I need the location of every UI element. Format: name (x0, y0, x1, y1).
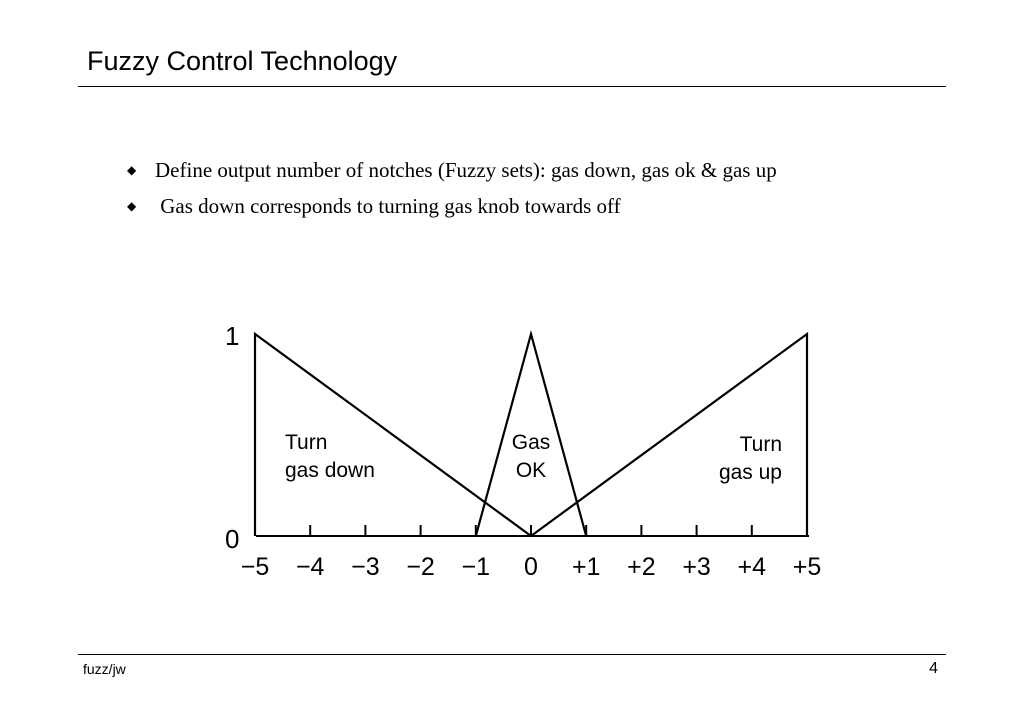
x-tick-label: +1 (571, 553, 601, 581)
set-label-gas-up-line2: gas up (718, 461, 782, 484)
set-label-gas-up-line1: Turn (739, 433, 782, 456)
footer-divider (78, 654, 946, 655)
diamond-bullet-icon: ◆ (127, 163, 137, 177)
x-tick-label: +4 (737, 553, 767, 581)
x-tick-label: +2 (627, 553, 656, 581)
set-label-gas-ok-line1: Gas (511, 431, 551, 454)
x-tick-label: −1 (461, 553, 491, 581)
bullet-text: Define output number of notches (Fuzzy sets): gas down, gas ok & gas up (155, 158, 777, 182)
x-tick-label: −4 (295, 553, 325, 581)
y-tick-label-0: 0 (225, 524, 240, 554)
x-tick-labels (241, 553, 822, 581)
footer-author: fuzz/jw (83, 661, 126, 677)
y-tick-label-1: 1 (225, 321, 240, 351)
x-tick-marks (310, 525, 752, 536)
page-number: 4 (929, 660, 938, 677)
x-tick-label: −5 (240, 553, 270, 581)
set-label-gas-ok-line2: OK (515, 459, 547, 482)
diamond-bullet-icon: ◆ (127, 199, 137, 213)
set-labels (285, 431, 782, 484)
x-tick-label: 0 (524, 553, 538, 581)
x-tick-label: −2 (406, 553, 435, 581)
slide-title: Fuzzy Control Technology (87, 46, 398, 76)
set-label-gas-down-line2: gas down (285, 459, 375, 482)
x-tick-label: +5 (792, 553, 822, 581)
set-label-gas-down-line1: Turn (285, 431, 328, 454)
x-tick-label: +3 (682, 553, 711, 581)
x-tick-label: −3 (351, 553, 380, 581)
bullet-text: Gas down corresponds to turning gas knob towards off (155, 194, 621, 218)
